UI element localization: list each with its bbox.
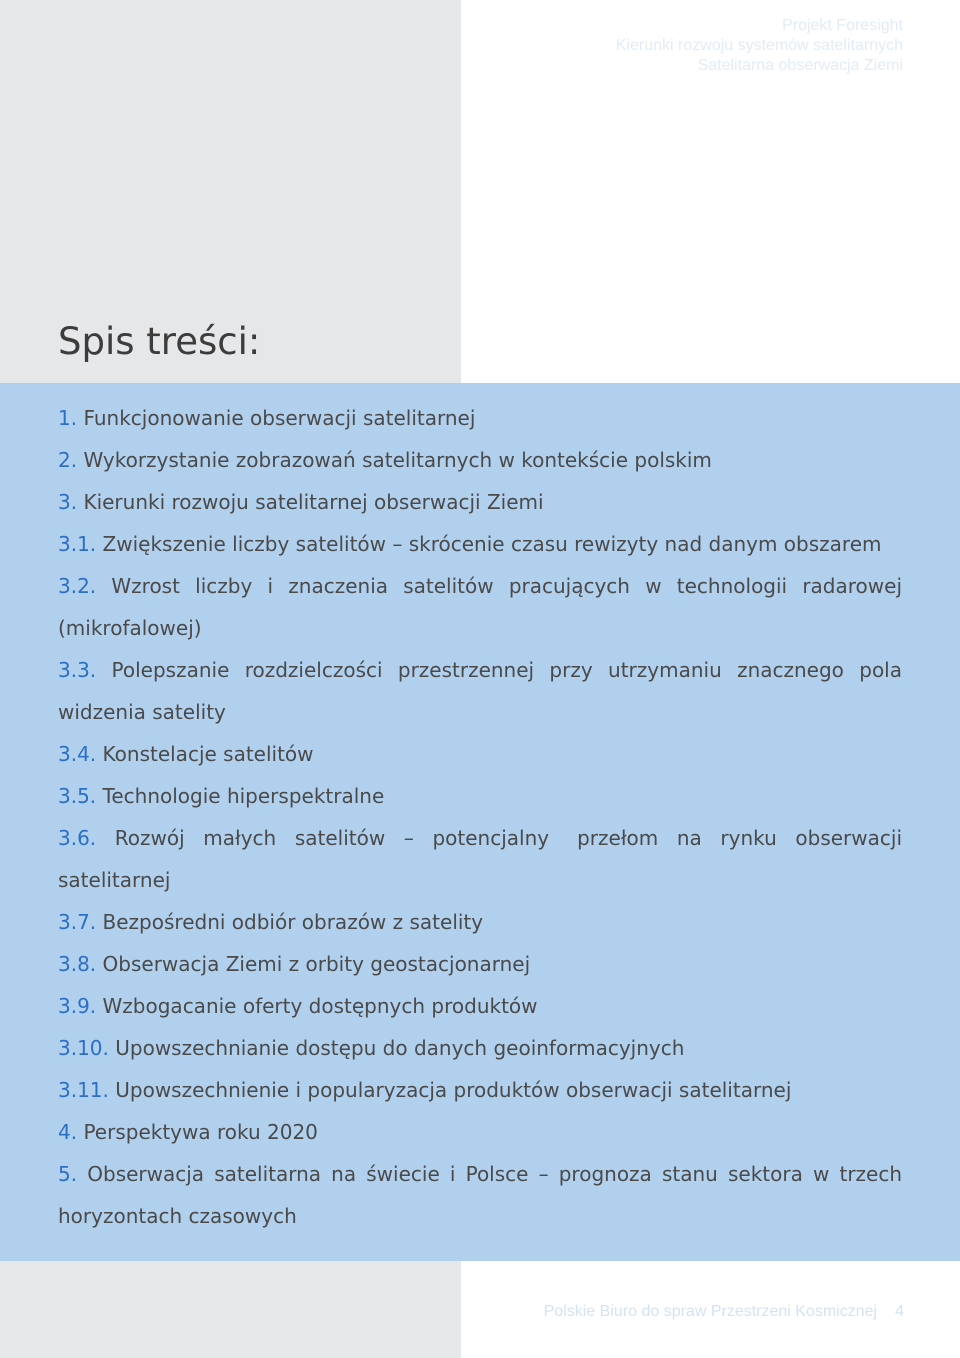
running-header — [616, 16, 903, 76]
toc-item[interactable] — [58, 733, 902, 775]
toc-item[interactable] — [58, 1027, 902, 1069]
toc-text: satelitarnej — [58, 868, 171, 892]
toc-item-continuation[interactable] — [58, 691, 902, 733]
table-of-contents — [58, 397, 902, 1237]
toc-text: horyzontach czasowych — [58, 1204, 297, 1228]
toc-item-continuation[interactable] — [58, 607, 902, 649]
toc-number: 3.1. — [58, 532, 97, 556]
toc-number: 3.6. — [58, 826, 97, 850]
toc-text: przełom na rynku obserwacji — [577, 826, 903, 850]
toc-item-continuation[interactable] — [58, 859, 902, 901]
toc-item[interactable] — [58, 901, 902, 943]
toc-number: 5. — [58, 1162, 78, 1186]
toc-text: Bezpośredni odbiór obrazów z satelity — [102, 910, 484, 934]
toc-text: Technologie hiperspektralne — [102, 784, 385, 808]
toc-number: 1. — [58, 406, 78, 430]
header-project: Projekt Foresight — [782, 17, 903, 34]
footer-gray-block — [0, 1261, 461, 1358]
toc-number: 3.2. — [58, 574, 97, 598]
toc-text: Obserwacja satelitarna na świecie i Polsce – prognoza stanu sektora w trzech — [87, 1162, 903, 1186]
toc-text: Upowszechnienie i popularyzacja produktów obserwacji satelitarnej — [115, 1078, 792, 1102]
toc-text: Konstelacje satelitów — [102, 742, 314, 766]
toc-item[interactable] — [58, 481, 902, 523]
toc-text: Rozwój małych satelitów – potencjalny — [114, 826, 550, 850]
toc-text: Kierunki rozwoju satelitarnej obserwacji Ziemi — [83, 490, 544, 514]
toc-text: (mikrofalowej) — [58, 616, 202, 640]
toc-item[interactable] — [58, 985, 902, 1027]
toc-item[interactable] — [58, 817, 902, 859]
toc-item[interactable] — [58, 439, 902, 481]
footer-organization: Polskie Biuro do spraw Przestrzeni Kosmicznej — [543, 1303, 878, 1320]
header-subject: Kierunki rozwoju systemów satelitarnych — [615, 37, 903, 54]
toc-number: 2. — [58, 448, 78, 472]
page-number: 4 — [895, 1303, 904, 1320]
toc-text: Funkcjonowanie obserwacji satelitarnej — [83, 406, 476, 430]
toc-number: 3.11. — [58, 1078, 109, 1102]
toc-text: Upowszechnianie dostępu do danych geoinformacyjnych — [115, 1036, 685, 1060]
toc-item-continuation[interactable] — [58, 1195, 902, 1237]
toc-number: 3.10. — [58, 1036, 109, 1060]
page-title: Spis treści: — [58, 320, 261, 363]
toc-item[interactable] — [58, 1153, 902, 1195]
page-footer — [544, 1301, 904, 1323]
toc-item[interactable] — [58, 1111, 902, 1153]
toc-item[interactable] — [58, 649, 902, 691]
toc-number: 3.8. — [58, 952, 97, 976]
toc-text: Wykorzystanie zobrazowań satelitarnych w kontekście polskim — [83, 448, 712, 472]
toc-text: Wzrost liczby i znaczenia satelitów pracujących w technologii radarowej — [111, 574, 902, 598]
toc-number: 3.4. — [58, 742, 97, 766]
header-topic: Satelitarna obserwacja Ziemi — [697, 57, 903, 74]
toc-number: 3.3. — [58, 658, 97, 682]
toc-text: widzenia satelity — [58, 700, 226, 724]
toc-number: 3. — [58, 490, 78, 514]
toc-item[interactable] — [58, 775, 902, 817]
toc-item[interactable] — [58, 565, 902, 607]
toc-item[interactable] — [58, 523, 902, 565]
toc-text: Perspektywa roku 2020 — [83, 1120, 318, 1144]
toc-number: 3.5. — [58, 784, 97, 808]
toc-text: Obserwacja Ziemi z orbity geostacjonarnej — [102, 952, 531, 976]
toc-text: Zwiększenie liczby satelitów – skrócenie czasu rewizyty nad danym obszarem — [102, 532, 882, 556]
toc-item[interactable] — [58, 943, 902, 985]
toc-number: 3.9. — [58, 994, 97, 1018]
toc-text: Wzbogacanie oferty dostępnych produktów — [102, 994, 538, 1018]
toc-text: Polepszanie rozdzielczości przestrzennej przy utrzymaniu znacznego pola — [111, 658, 902, 682]
toc-item[interactable] — [58, 397, 902, 439]
toc-number: 3.7. — [58, 910, 97, 934]
toc-item[interactable] — [58, 1069, 902, 1111]
toc-number: 4. — [58, 1120, 78, 1144]
